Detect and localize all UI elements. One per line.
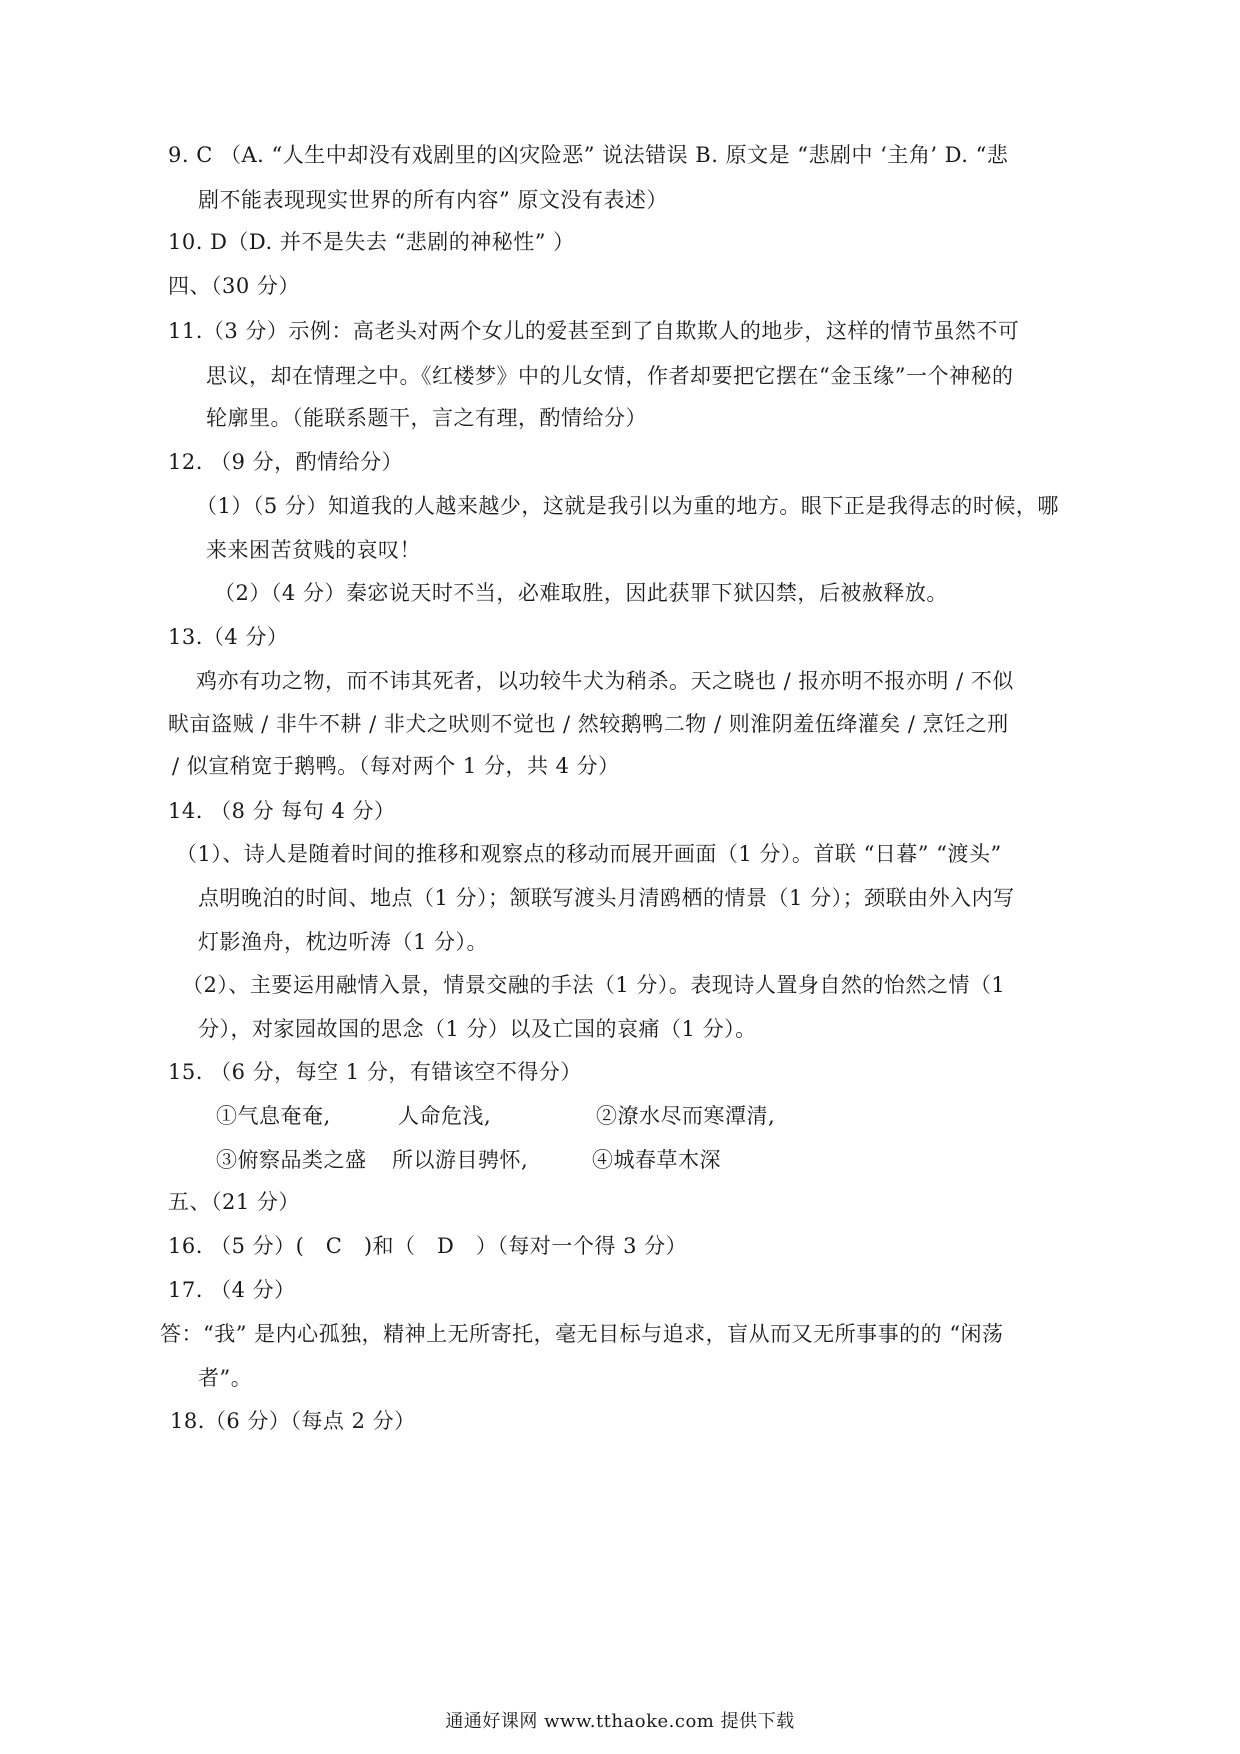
q15-answer-5: 所以游目骋怀, [392, 1148, 529, 1172]
q11-line-2: 思议，却在情理之中。《红楼梦》中的儿女情，作者却要把它摆在“金玉缘”一个神秘的 [206, 364, 1014, 388]
q15-answer-4: ③俯察品类之盛 [216, 1148, 367, 1172]
q13-line-3: / 似宣稍宽于鹅鸭。（每对两个 1 分，共 4 分） [172, 754, 620, 778]
q15-answer-3: ②潦水尽而寒潭清, [596, 1104, 776, 1128]
section-four-heading: 四、（30 分） [168, 274, 300, 298]
q15-answer-1: ①气息奄奄, [216, 1104, 331, 1128]
q14-heading: 14. （8 分 每句 4 分） [168, 799, 396, 823]
q14-part1-line-2: 点明晚泊的时间、地点（1 分）；颔联写渡头月清鸥栖的情景（1 分）；颈联由外入内写 [198, 886, 1015, 910]
q11-line-1: 11.（3 分）示例：高老头对两个女儿的爱甚至到了自欺欺人的地步，这样的情节虽然不可 [168, 319, 1020, 343]
q15-answer-6: ④城春草木深 [592, 1148, 721, 1172]
q16-line: 16. （5 分）( C )和（ D ）（每对一个得 3 分） [168, 1234, 688, 1258]
q14-part1-line-3: 灯影渔舟，枕边听涛（1 分）。 [198, 930, 489, 954]
q12-heading: 12. （9 分，酌情给分） [168, 450, 404, 474]
q12-part2-line: （2）（4 分）秦宓说天时不当，必难取胜，因此获罪下狱囚禁，后被赦释放。 [214, 581, 948, 605]
q13-line-2: 畎亩盗贼 / 非牛不耕 / 非犬之吠则不觉也 / 然较鹅鸭二物 / 则淮阴羞伍绛灌矣 / 烹饪之刑 [168, 712, 1009, 736]
page-footer: 通通好课网 www.tthaoke.com 提供下载 [445, 1711, 795, 1732]
q9-line-1: 9. C （A. “人生中却没有戏剧里的凶灾险恶” 说法错误 B. 原文是 “悲剧中 ‘主角’ D. “悲 [168, 143, 1009, 167]
q11-line-3: 轮廓里。（能联系题干，言之有理，酌情给分） [206, 406, 647, 430]
q9-line-2: 剧不能表现现实世界的所有内容” 原文没有表述） [198, 188, 668, 212]
q18-heading: 18.（6 分）（每点 2 分） [170, 1409, 416, 1433]
q14-part2-line-1: （2）、主要运用融情入景，情景交融的手法（1 分）。表现诗人置身自然的怡然之情（1 [182, 973, 1006, 997]
q12-part1-line-2: 来来困苦贫贱的哀叹！ [206, 538, 421, 562]
q15-heading: 15. （6 分，每空 1 分，有错该空不得分） [168, 1060, 582, 1084]
q17-answer-line-2: 者”。 [198, 1366, 253, 1390]
q13-heading: 13.（4 分） [168, 625, 289, 649]
q15-answer-2: 人命危浅, [398, 1104, 492, 1128]
q13-line-1: 鸡亦有功之物，而不讳其死者，以功较牛犬为稍杀。天之晓也 / 报亦明不报亦明 / 不似 [196, 669, 1014, 693]
q14-part2-line-2: 分），对家园故国的思念（1 分）以及亡国的哀痛（1 分）。 [198, 1017, 757, 1041]
section-five-heading: 五、（21 分） [168, 1190, 300, 1214]
q17-answer-line-1: 答：“我” 是内心孤独，精神上无所寄托，毫无目标与追求，盲从而又无所事事的的 “闲荡 [160, 1322, 1004, 1346]
q14-part1-line-1: （1）、诗人是随着时间的推移和观察点的移动而展开画面（1 分）。首联 “日暮” “渡头” [176, 842, 1002, 866]
q17-heading: 17. （4 分） [168, 1278, 296, 1302]
q12-part1-line-1: （1）（5 分）知道我的人越来越少，这就是我引以为重的地方。眼下正是我得志的时候，哪 [196, 494, 1059, 518]
q10-line: 10. D（D. 并不是失去 “悲剧的神秘性” ） [168, 230, 575, 254]
